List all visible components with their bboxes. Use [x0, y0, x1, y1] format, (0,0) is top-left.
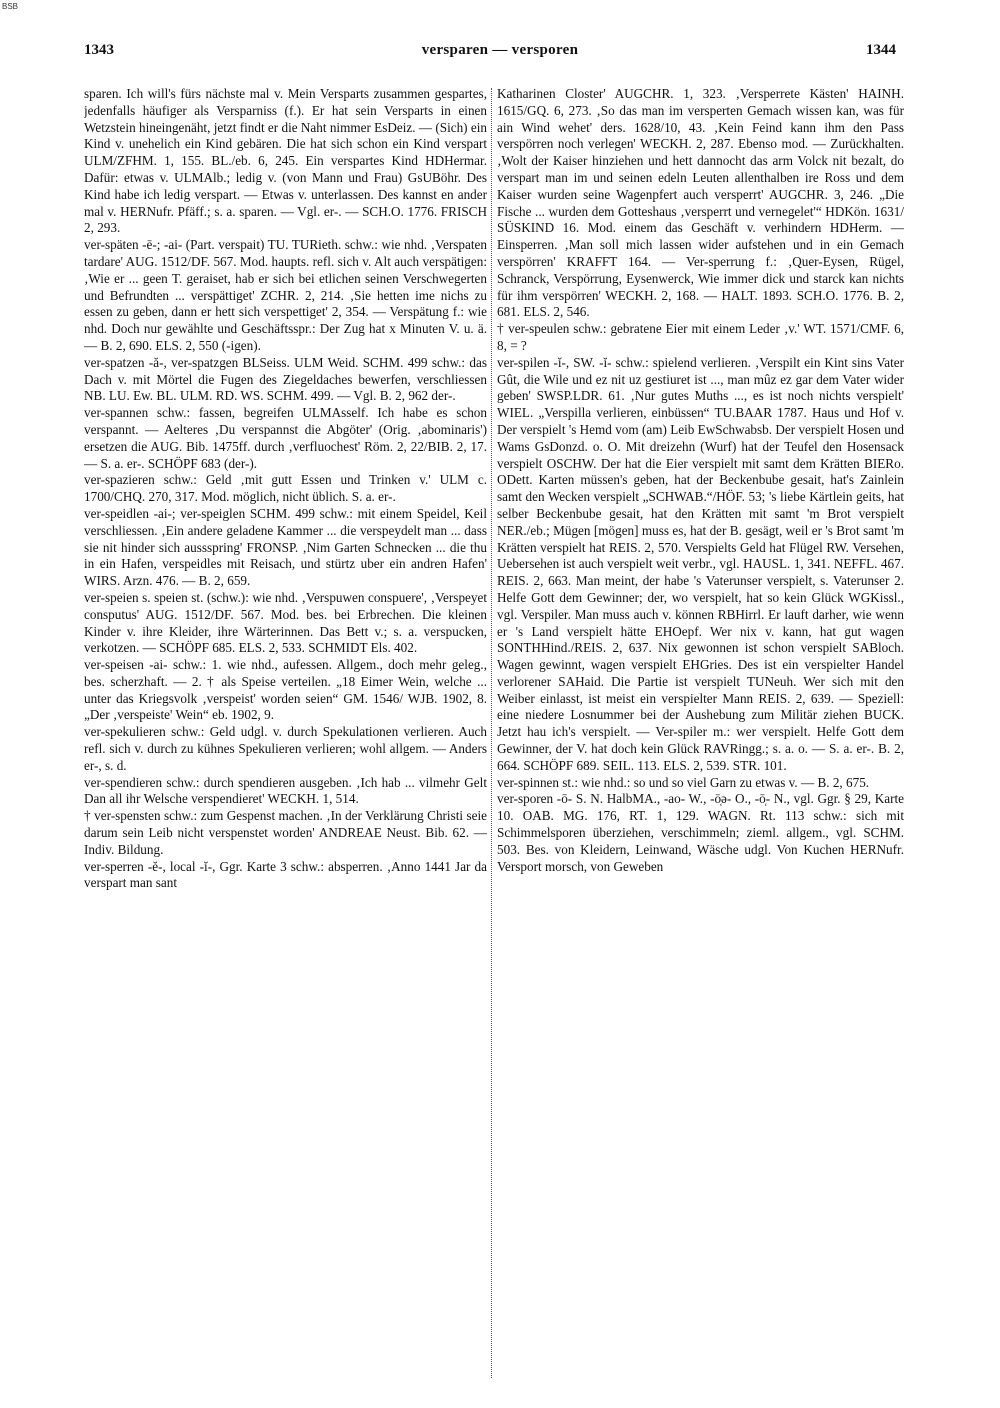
entry-paragraph: † ver-spensten schw.: zum Gespenst machen. ‚In der Verklärung Christi seie darum sein Leib nicht verspenstet worden' ANDREAE Neust. Bib. 62. — Indiv. Bildung.	[84, 808, 487, 857]
entry-paragraph: ver-spannen schw.: fassen, begreifen ULMAsself. Ich habe es schon verspannt. — Aelteres ‚Du verspannst die Abgöter' (Orig. ‚abominaris') ersetzen die AUG. Bib. 1475ff. durch ‚verfluochest' Röm. 2, 22/BIB. 2, 17. — S. a. er-. SCHÖPF 683 (der-).	[84, 405, 487, 471]
entry-paragraph: Katharinen Closter' AUGCHR. 1, 323. ‚Versperrete Kästen' HAINH. 1615/GQ. 6, 273. ‚So das man im versperten Gemach wissen kan, was für ain Wind wehet' ders. 1628/10, 43. ‚Kein Feind kann ihm den Pass verspörren noch verlegen' WECKH. 2, 287. Ebenso mod. — Zurückhalten. ‚Wolt der Kaiser hinziehen und hett dannocht das arm Volck nit bezalt, do verspart man im und seinen edeln Leuten allenthalben ire Ross und dem Kaiser wurden seine Wagenpfert auch versperrt' AUGCHR. 3, 246. „Die Fische ... wurden dem Gotteshaus ‚versperrt und vernegelet'“ HDKön. 1631/ SÜSKIND 16. Mod. einem das Geschäft v. verhindern HDHerm. — Einsperren. ‚Man soll mich lassen wider aufstehen und in ein Gemach verspörren' KRAFFT 164. — Ver-sperrung f.: ‚Quer-Eysen, Rügel, Schranck, Verspörrung, Eysenwerck, Wie immer dick und starck kan nichts für ihm verspörren' WECKH. 2, 168. — HALT. 1893. SCH.O. 1776. B. 2, 681. ELS. 2, 546.	[497, 86, 904, 320]
entry-paragraph: † ver-speulen schw.: gebratene Eier mit einem Leder ‚v.' WT. 1571/CMF. 6, 8, = ?	[497, 321, 904, 353]
entry-paragraph: ver-speidlen -ai-; ver-speiglen SCHM. 499 schw.: mit einem Speidel, Keil verschliessen. ‚Ein andere geladene Kammer ... die verspeydelt man ... dass sie nit hinder sich aussspring' FRONSP. ‚Nim Garten Schnecken ... die thu in ein Hafen, verspeidles mit Reisach, und stürtz uber ein andren Hafen' WIRS. Arzn. 476. — B. 2, 659.	[84, 505, 487, 589]
left-column	[84, 86, 487, 1386]
entry-paragraph: ver-speien s. speien st. (schw.): wie nhd. ‚Verspuwen conspuere', ‚Verspeyet consputus' AUG. 1512/DF. 567. Mod. bes. bei Erbrechen. Die kleinen Kinder v. ihre Kleider, ihre Wärterinnen. Das Bett v.; s. a. verspucken, verkotzen. — SCHÖPF 685. ELS. 2, 533. SCHMIDT Els. 402.	[84, 589, 487, 656]
entry-paragraph: ver-spatzen -ă-, ver-spatzgen BLSeiss. ULM Weid. SCHM. 499 schw.: das Dach v. mit Mörtel die Fugen des Ziegeldaches bewerfen, verschliessen NB. LU. Ew. BL. ULM. RD. WS. SCHM. 499. — Vgl. B. 2, 962 der-.	[84, 354, 487, 404]
entry-paragraph: ver-sperren -ĕ-, local -ĭ-, Ggr. Karte 3 schw.: absperren. ‚Anno 1441 Jar da verspart man sant	[84, 858, 487, 891]
right-column	[497, 86, 904, 1386]
library-stamp: BSB	[2, 2, 19, 11]
page-header	[0, 42, 1000, 62]
page-number-right: 1344	[866, 42, 896, 58]
entry-paragraph: ver-speisen -ai- schw.: 1. wie nhd., aufessen. Allgem., doch mehr geleg., bes. scherzhaft. — 2. † als Speise verteilen. „18 Eimer Wein, welche ... unter das Kriegsvolk ‚verspeist' worden seien“ GM. 1546/ WJB. 1902, 8. „Der ‚verspeiste' Wein“ eb. 1902, 9.	[84, 657, 487, 723]
running-title: versparen — versporen	[421, 42, 579, 58]
entry-paragraph: ver-spazieren schw.: Geld ‚mit gutt Essen und Trinken v.' ULM c. 1700/CHQ. 270, 317. Mod. möglich, nicht üblich. S. a. er-.	[84, 472, 487, 505]
entry-paragraph: ver-spekulieren schw.: Geld udgl. v. durch Spekulationen verlieren. Auch refl. sich v. durch zu kühnes Spekulieren verlieren; wohl allgem. — Anders er-, s. d.	[84, 724, 487, 773]
entry-paragraph: ver-späten -ē-; -ai- (Part. verspait) TU. TURieth. schw.: wie nhd. ‚Verspaten tardare' AUG. 1512/DF. 567. Mod. haupts. refl. sich v. Alt auch verspätigen: ‚Wie er ... geen T. geraiset, hab er sich bei etlichen seinen Verschwegerten und Befrundten ... verspättiget' ZCHR. 2, 214. ‚Sie hetten ime nichs zu essen zu geben, dann er hett sich verspettiget' 2, 354. — Verspätung f.: wie nhd. Doch nur gewählte und Geschäftsspr.: Der Zug hat x Minuten V. u. ä. — B. 2, 690. ELS. 2, 550 (-igen).	[84, 237, 487, 353]
entry-paragraph: ver-spilen -ĭ-, SW. -ĭ- schw.: spielend verlieren. ‚Verspilt ein Kint sins Vater Gût, die Wile und ez nit uz gestiuret ist ..., man mûz ez gar dem Vater wider geben' SWSP.LDR. 61. ‚Nur gutes Muths ..., es ist noch nichts verspielt' WIEL. „Verspilla verlieren, einbüssen“ TU.BAAR 1787. Haus und Hof v. Der verspielt 's Hemd vom (am) Leib EwSchwabsb. Der verspielt Hosen und Wams GsDonzd. o. O. Mit dreizehn (Wurf) hat der Teufel den Hosensack verspielt OSCHW. Der hat die Eier verspielt mit samt dem Krätten BIERo. ODett. Karten müssen's geben, hat der Beckenbube gesait, hat's Zainlein samt den Wecken verspielt „SCHWAB.“/HÖF. 53; 's liebe Kärtlein geits, hat selber Beckenbube gesait, hat den Krätten mit samt 'm Brot verspielt NER./eb.; Mügen [mögen] muss es, hat der B. gesägt, weil er 's Brot samt 'm Krätten verspielt hat REIS. 2, 570. Verspielts Geld hat Flügel RW. Versehen, Uebersehen ist auch verspielt weit verbr., vgl. HAUSL. 1, 341. NEFFL. 467. REIS. 2, 663. Man meint, der habe 's Vaterunser verspielt, s. Vaterunser 2. Helfe Gott dem Gewinner; der, wo verspielt, hat so kein Glück WGKissl., vgl. Verspiler. Man muss auch v. können RBHirrl. Er lauft darher, wie wenn er 's Land verspielt hätte EHOepf. Wer nix v. kann, hat gut wagen SONTHHind./REIS. 2, 637. Nix gewonnen ist schon verspielt SABloch. Wagen gewinnt, wagen verspielt EHGries. Des ist ein verspielter Handel verlorener SAHaid. Die Partie ist verspielt TUNeuh. Wer sich mit den Weiber einlasst, ist meist ein verspielter Mann REIS. 2, 639. — Speziell: eine niedere Losnummer bei der Aushebung zum Militär ziehen BUCK. Jetzt hau ich's verspielt. — Ver-spiler m.: wer verspielt. Helfe Gott dem Gewinner, der V. hat doch kein Glück RAVRingg.; s. a. o. — S. a. er-. B. 2, 664. SCHÖPF 689. SEIL. 113. ELS. 2, 539. STR. 101.	[497, 354, 904, 773]
entry-paragraph: ver-sporen -ō- S. N. HalbMA., -ao- W., -ō̜ə- O., -ō̜- N., vgl. Ggr. § 29, Karte 10. OAB. MG. 176, RT. 1, 129. WAGN. Rt. 113 schw.: sich mit Schimmelsporen überziehen, verschimmeln; zieml. allgem., vgl. SCHM. 503. Bes. von Kleidern, Leinwand, Wäsche udgl. Von Kuchen HERNufr. Versport morsch, von Geweben	[497, 791, 904, 874]
entry-paragraph: ver-spendieren schw.: durch spendieren ausgeben. ‚Ich hab ... vilmehr Gelt Dan all ihr Welsche verspendieret' WECKH. 1, 514.	[84, 774, 487, 807]
column-divider	[491, 88, 492, 1378]
entry-paragraph: sparen. Ich will's fürs nächste mal v. Mein Versparts zusammen gespartes, jedenfalls häufiger als Versparniss (f.). Er hat sein Versparts in einen Wetzstein hineingenäht, jetzt findt er die Naht nimmer EsDeiz. — (Sich) ein Kind v. unehelich ein Kind gebären. Die hat sich schon ein Kind verspart ULM/ZFHM. 1, 155. BL./eb. 6, 245. Ein verspartes Kind HDHermar. Dafür: etwas v. ULMAlb.; ledig v. (von Mann und Frau) GsUBöhr. Des Kind habe ich ledig verspart. — Etwas v. unterlassen. Des kannst en ander mal v. HERNufr. Pfäff.; s. a. sparen. — Vgl. er-. — SCH.O. 1776. FRISCH 2, 293.	[84, 86, 487, 236]
page-number-left: 1343	[84, 42, 114, 58]
entry-paragraph: ver-spinnen st.: wie nhd.: so und so viel Garn zu etwas v. — B. 2, 675.	[497, 774, 870, 790]
